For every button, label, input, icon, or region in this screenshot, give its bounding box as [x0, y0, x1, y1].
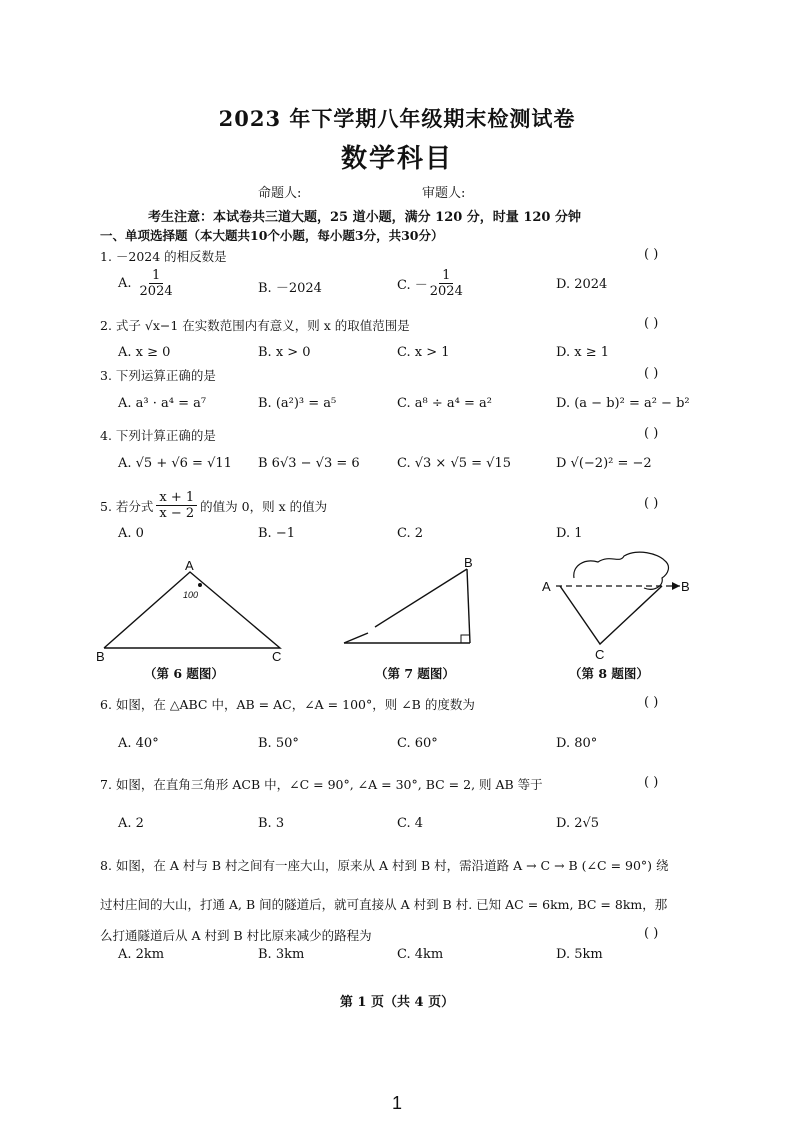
question-2-option-b: B. x > 0	[258, 345, 311, 360]
answer-bracket: ( )	[644, 426, 659, 441]
answer-bracket: ( )	[644, 926, 659, 941]
answer-bracket: ( )	[644, 316, 659, 331]
figure-7-caption: （第 7 题图）	[375, 666, 455, 681]
answer-bracket: ( )	[644, 247, 659, 262]
question-2-option-d: D. x ≥ 1	[556, 345, 609, 360]
question-2-option-c: C. x > 1	[397, 345, 450, 360]
question-1-stem: 1. －2024 的相反数是	[100, 249, 227, 264]
question-1-option-a: A. $\frac{1}{2024}$	[118, 268, 173, 299]
question-7-stem: 7. 如图，在直角三角形 ACB 中，∠C = 90°, ∠A = 30°, BC = 2, 则 AB 等于	[100, 777, 543, 792]
question-5-stem: 5. 若分式 $\frac{x + 1}{x - 2}$ 的值为 0，则 x 的值为	[100, 490, 328, 521]
question-3-option-d: D. (a − b)² = a² − b²	[556, 396, 690, 411]
question-3-stem: 3. 下列运算正确的是	[100, 368, 216, 383]
question-5-option-d: D. 1	[556, 526, 583, 541]
question-8-line-3: 么打通隧道后从 A 村到 B 村比原来减少的路程为	[100, 928, 372, 943]
vertex-a-label: A	[542, 579, 551, 594]
question-2-option-a: A. x ≥ 0	[118, 345, 171, 360]
question-6-stem: 6. 如图，在 △ABC 中，AB = AC，∠A = 100°，则 ∠B 的度数为	[100, 697, 475, 712]
question-5-option-c: C. 2	[397, 526, 424, 541]
question-8-line-1: 8. 如图，在 A 村与 B 村之间有一座大山，原来从 A 村到 B 村，需沿道路 A → C → B (∠C = 90°) 绕	[100, 858, 669, 873]
question-7-option-b: B. 3	[258, 816, 285, 831]
question-8-option-b: B. 3km	[258, 947, 305, 962]
question-7-option-c: C. 4	[397, 816, 424, 831]
question-8-option-a: A. 2km	[118, 947, 165, 962]
exam-notice: 考生注意：本试卷共三道大题，25 道小题，满分 120 分，时量 120 分钟	[148, 210, 581, 225]
page-number: 1	[391, 1093, 402, 1113]
question-4-stem: 4. 下列计算正确的是	[100, 428, 216, 443]
answer-bracket: ( )	[644, 775, 659, 790]
arrow-head	[672, 582, 680, 590]
fraction: $\frac{1}{2024}$	[429, 268, 463, 299]
vertex-b-label: B	[464, 555, 473, 570]
reviewer-label: 审题人:	[422, 186, 466, 201]
subject-title: 数学科目	[340, 144, 453, 174]
figure-8-mountain-tunnel	[538, 548, 698, 660]
figure-8-caption: （第 8 题图）	[569, 666, 649, 681]
angle-value-label: 100	[183, 590, 199, 600]
hypotenuse-ab	[375, 569, 467, 627]
figure-6-caption: （第 6 题图）	[144, 666, 224, 681]
question-3-option-c: C. a⁸ ÷ a⁴ = a²	[397, 396, 492, 411]
triangle-abc-sides	[104, 572, 280, 648]
right-angle-mark	[461, 635, 469, 643]
road-acb	[560, 586, 662, 644]
question-4-option-d: D √(−2)² = −2	[556, 456, 652, 471]
vertex-b-label: B	[96, 649, 105, 664]
question-8-line-2: 过村庄间的大山，打通 A, B 间的隧道后，就可直接从 A 村到 B 村. 已知 AC = 6km, BC = 8km，那	[100, 897, 668, 912]
vertex-a-label: A	[185, 558, 194, 573]
question-3-option-a: A. a³ · a⁴ = a⁷	[118, 396, 207, 411]
side-bc	[467, 569, 470, 643]
question-6-option-a: A. 40°	[118, 736, 159, 751]
section-heading: 一、单项选择题（本大题共10个小题，每小题3分，共30分）	[100, 228, 444, 243]
question-1-option-d: D. 2024	[556, 277, 608, 292]
question-5-option-b: B. −1	[258, 526, 295, 541]
question-8-option-c: C. 4km	[397, 947, 444, 962]
vertex-c-label: C	[595, 647, 605, 660]
figure-7-right-triangle	[330, 555, 490, 655]
answer-bracket: ( )	[644, 695, 659, 710]
question-2-stem: 2. 式子 √x−1 在实数范围内有意义，则 x 的取值范围是	[100, 318, 410, 333]
question-6-option-d: D. 80°	[556, 736, 598, 751]
vertex-b-label: B	[681, 579, 690, 594]
question-6-option-b: B. 50°	[258, 736, 299, 751]
hypotenuse-ab-start	[344, 633, 368, 643]
vertex-c-label: C	[272, 649, 282, 664]
question-7-option-a: A. 2	[118, 816, 144, 831]
question-1-option-c: C. － $\frac{1}{2024}$	[397, 268, 463, 299]
mountain-outline	[574, 552, 669, 589]
answer-bracket: ( )	[644, 366, 659, 381]
fraction: $\frac{1}{2024}$	[139, 268, 173, 299]
question-6-option-c: C. 60°	[397, 736, 438, 751]
answer-bracket: ( )	[644, 496, 659, 511]
question-4-option-b: B 6√3 − √3 = 6	[258, 456, 360, 471]
figure-6-isosceles-triangle	[92, 558, 302, 664]
question-7-option-d: D. 2√5	[556, 816, 600, 831]
page-footer: 第 1 页（共 4 页）	[339, 995, 455, 1010]
question-8-option-d: D. 5km	[556, 947, 603, 962]
fraction: $\frac{x + 1}{x - 2}$	[156, 490, 197, 521]
question-4-option-a: A. √5 + √6 = √11	[118, 456, 232, 471]
angle-mark	[198, 583, 202, 587]
exam-title: 2023 年下学期八年级期末检测试卷	[218, 106, 576, 131]
author-label: 命题人:	[258, 186, 302, 201]
question-4-option-c: C. √3 × √5 = √15	[397, 456, 511, 471]
question-3-option-b: B. (a²)³ = a⁵	[258, 396, 337, 411]
question-5-option-a: A. 0	[118, 526, 144, 541]
question-1-option-b: B. －2024	[258, 281, 322, 296]
